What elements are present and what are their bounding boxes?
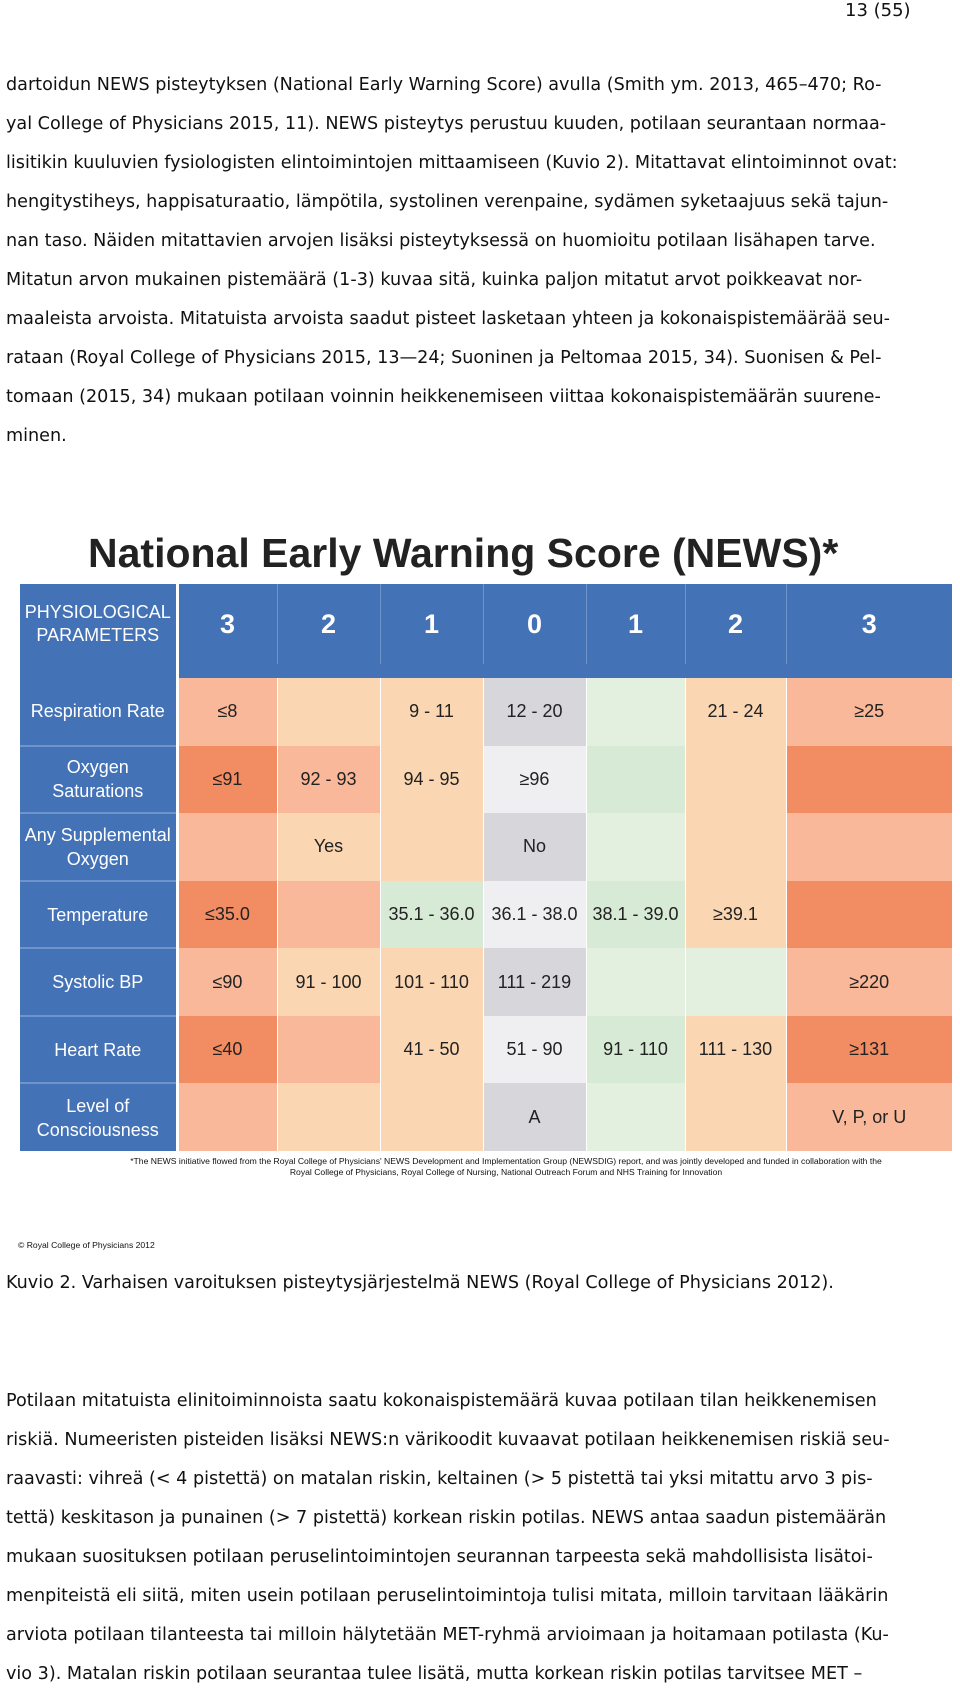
table-cell xyxy=(177,813,277,881)
text-line: yal College of Physicians 2015, 11). NEWS pisteytys perustuu kuuden, potilaan seurantaan normaa- xyxy=(6,114,887,134)
score-header: 3 xyxy=(177,584,277,664)
table-cell: 92 - 93 xyxy=(277,746,380,814)
param-temperature: Temperature xyxy=(20,881,177,949)
table-cell: 36.1 - 38.0 xyxy=(483,881,586,949)
table-cell: 101 - 110 xyxy=(380,948,483,1016)
table-cell: 38.1 - 39.0 xyxy=(586,881,685,949)
figure-title: National Early Warning Score (NEWS)* xyxy=(88,530,839,576)
table-row xyxy=(20,678,952,746)
text-line: Mitatun arvon mukainen pistemäärä (1-3) kuvaa sitä, kuinka paljon mitatut arvot poikkeavat nor- xyxy=(6,270,863,290)
table-cell: 51 - 90 xyxy=(483,1016,586,1084)
spacer-cell xyxy=(786,664,952,678)
table-cell xyxy=(786,813,952,881)
table-cell xyxy=(177,1083,277,1151)
param-oxygen-saturations: Oxygen Saturations xyxy=(20,746,177,814)
table-cell: A xyxy=(483,1083,586,1151)
copyright-notice: © Royal College of Physicians 2012 xyxy=(18,1240,155,1250)
footnote-line: *The NEWS initiative flowed from the Royal College of Physicians' NEWS Development and Implementation Group (NEWSDIG) report, and was jointly developed and funded in collaboration with the xyxy=(130,1156,882,1166)
text-line: menpiteistä eli siitä, miten usein potilaan peruselintoimintoja tulisi mitata, milloin tarvitaan lääkärin xyxy=(6,1586,889,1606)
footnote-line: Royal College of Physicians, Royal College of Nursing, National Outreach Forum and NHS Training for Innovation xyxy=(289,1167,723,1177)
text-line: riskiä. Numeeristen pisteiden lisäksi NEWS:n värikoodit kuvaavat potilaan heikkenemisen riskiä seu- xyxy=(6,1430,890,1450)
table-cell: ≤40 xyxy=(177,1016,277,1084)
table-row xyxy=(20,881,952,949)
page-number: 13 (55) xyxy=(845,0,911,21)
score-header: 2 xyxy=(685,584,786,664)
score-header: 2 xyxy=(277,584,380,664)
header-parameters: PHYSIOLOGICAL PARAMETERS xyxy=(20,584,177,664)
table-cell xyxy=(277,1016,380,1084)
text-line: minen. xyxy=(6,426,67,446)
body-paragraph-2 xyxy=(6,1382,954,1694)
news-score-table xyxy=(20,584,952,1151)
text-line: hengitystiheys, happisaturaatio, lämpötila, systolinen verenpaine, sydämen syketaajuus sekä tajun- xyxy=(6,192,889,212)
table-row xyxy=(20,1083,952,1151)
param-respiration-rate: Respiration Rate xyxy=(20,678,177,746)
table-row xyxy=(20,746,952,814)
param-heart-rate: Heart Rate xyxy=(20,1016,177,1084)
table-cell: 91 - 100 xyxy=(277,948,380,1016)
table-row xyxy=(20,813,952,881)
table-cell xyxy=(586,746,685,814)
table-cell xyxy=(277,1083,380,1151)
text-line: nan taso. Näiden mitattavien arvojen lisäksi pisteytyksessä on huomioitu potilaan lisähapen tarve. xyxy=(6,231,876,251)
text-line: tomaan (2015, 34) mukaan potilaan voinnin heikkenemiseen viittaa kokonaispistemäärän suurene- xyxy=(6,387,881,407)
table-cell: 35.1 - 36.0 xyxy=(380,881,483,949)
spacer-cell xyxy=(586,664,685,678)
param-level-of-consciousness: Level of Consciousness xyxy=(20,1083,177,1151)
param-supplemental-oxygen: Any Supplemental Oxygen xyxy=(20,813,177,881)
score-header: 1 xyxy=(380,584,483,664)
table-cell: 9 - 11 xyxy=(380,678,483,746)
table-cell: ≥131 xyxy=(786,1016,952,1084)
table-cell: ≥220 xyxy=(786,948,952,1016)
text-line: lisitikin kuuluvien fysiologisten elintoimintojen mittaamiseen (Kuvio 2). Mitattavat elintoiminnot ovat: xyxy=(6,153,898,173)
spacer-cell xyxy=(20,664,177,678)
table-cell: 21 - 24 xyxy=(685,678,786,746)
table-cell xyxy=(685,746,786,814)
table-cell xyxy=(586,678,685,746)
spacer-cell xyxy=(380,664,483,678)
table-cell: No xyxy=(483,813,586,881)
body-paragraph-1 xyxy=(6,66,954,456)
score-header: 1 xyxy=(586,584,685,664)
table-cell xyxy=(380,813,483,881)
table-cell xyxy=(586,813,685,881)
table-cell xyxy=(380,1083,483,1151)
text-line: mukaan suosituksen potilaan peruselintoimintojen seurannan tarpeesta sekä mahdollisista lisätoi- xyxy=(6,1547,873,1567)
text-line: vio 3). Matalan riskin potilaan seurantaa tulee lisätä, mutta korkean riskin potilas tarvitsee MET – xyxy=(6,1664,863,1684)
table-cell: 94 - 95 xyxy=(380,746,483,814)
text-line: rataan (Royal College of Physicians 2015, 13—24; Suoninen ja Peltomaa 2015, 34). Suonisen & Pel- xyxy=(6,348,882,368)
text-line: raavasti: vihreä (< 4 pistettä) on matalan riskin, keltainen (> 5 pistettä tai yksi mitattu arvo 3 pis- xyxy=(6,1469,873,1489)
table-cell xyxy=(277,881,380,949)
table-cell: ≤91 xyxy=(177,746,277,814)
text-line: tettä) keskitason ja punainen (> 7 pistettä) korkean riskin potilas. NEWS antaa saadun pistemäärän xyxy=(6,1508,887,1528)
text-line: dartoidun NEWS pisteytyksen (National Early Warning Score) avulla (Smith ym. 2013, 465–470; Ro- xyxy=(6,75,882,95)
table-cell: 111 - 219 xyxy=(483,948,586,1016)
header-spacer xyxy=(20,664,952,678)
param-systolic-bp: Systolic BP xyxy=(20,948,177,1016)
text-line: maaleista arvoista. Mitatuista arvoista saadut pisteet lasketaan yhteen ja kokonaispistemäärää seu- xyxy=(6,309,890,329)
table-row xyxy=(20,1016,952,1084)
figure-footnote xyxy=(126,1156,886,1178)
table-cell: ≥96 xyxy=(483,746,586,814)
text-line: Potilaan mitatuista elinitoiminnoista saatu kokonaispistemäärä kuvaa potilaan tilan heikkenemisen xyxy=(6,1391,877,1411)
table-cell xyxy=(685,948,786,1016)
table-cell xyxy=(586,1083,685,1151)
table-cell: ≤90 xyxy=(177,948,277,1016)
news-figure xyxy=(18,520,954,1255)
spacer-cell xyxy=(685,664,786,678)
spacer-cell xyxy=(277,664,380,678)
table-cell: 12 - 20 xyxy=(483,678,586,746)
table-cell xyxy=(786,746,952,814)
score-header: 3 xyxy=(786,584,952,664)
table-cell xyxy=(586,948,685,1016)
table-cell xyxy=(786,881,952,949)
table-cell: ≤8 xyxy=(177,678,277,746)
table-cell xyxy=(277,678,380,746)
text-line: arviota potilaan tilanteesta tai milloin hälytetään MET-ryhmä arvioimaan ja hoitamaan potilasta (Ku- xyxy=(6,1625,889,1645)
table-cell: Yes xyxy=(277,813,380,881)
table-cell: V, P, or U xyxy=(786,1083,952,1151)
table-cell: 91 - 110 xyxy=(586,1016,685,1084)
table-cell: 41 - 50 xyxy=(380,1016,483,1084)
table-cell: ≤35.0 xyxy=(177,881,277,949)
spacer-cell xyxy=(177,664,277,678)
table-cell xyxy=(685,1083,786,1151)
figure-caption: Kuvio 2. Varhaisen varoituksen pisteytysjärjestelmä NEWS (Royal College of Physicians 2012). xyxy=(6,1273,834,1293)
table-cell: ≥25 xyxy=(786,678,952,746)
table-cell xyxy=(685,813,786,881)
table-header-row xyxy=(20,584,952,664)
table-cell: 111 - 130 xyxy=(685,1016,786,1084)
table-cell: ≥39.1 xyxy=(685,881,786,949)
table-row xyxy=(20,948,952,1016)
spacer-cell xyxy=(483,664,586,678)
score-header: 0 xyxy=(483,584,586,664)
